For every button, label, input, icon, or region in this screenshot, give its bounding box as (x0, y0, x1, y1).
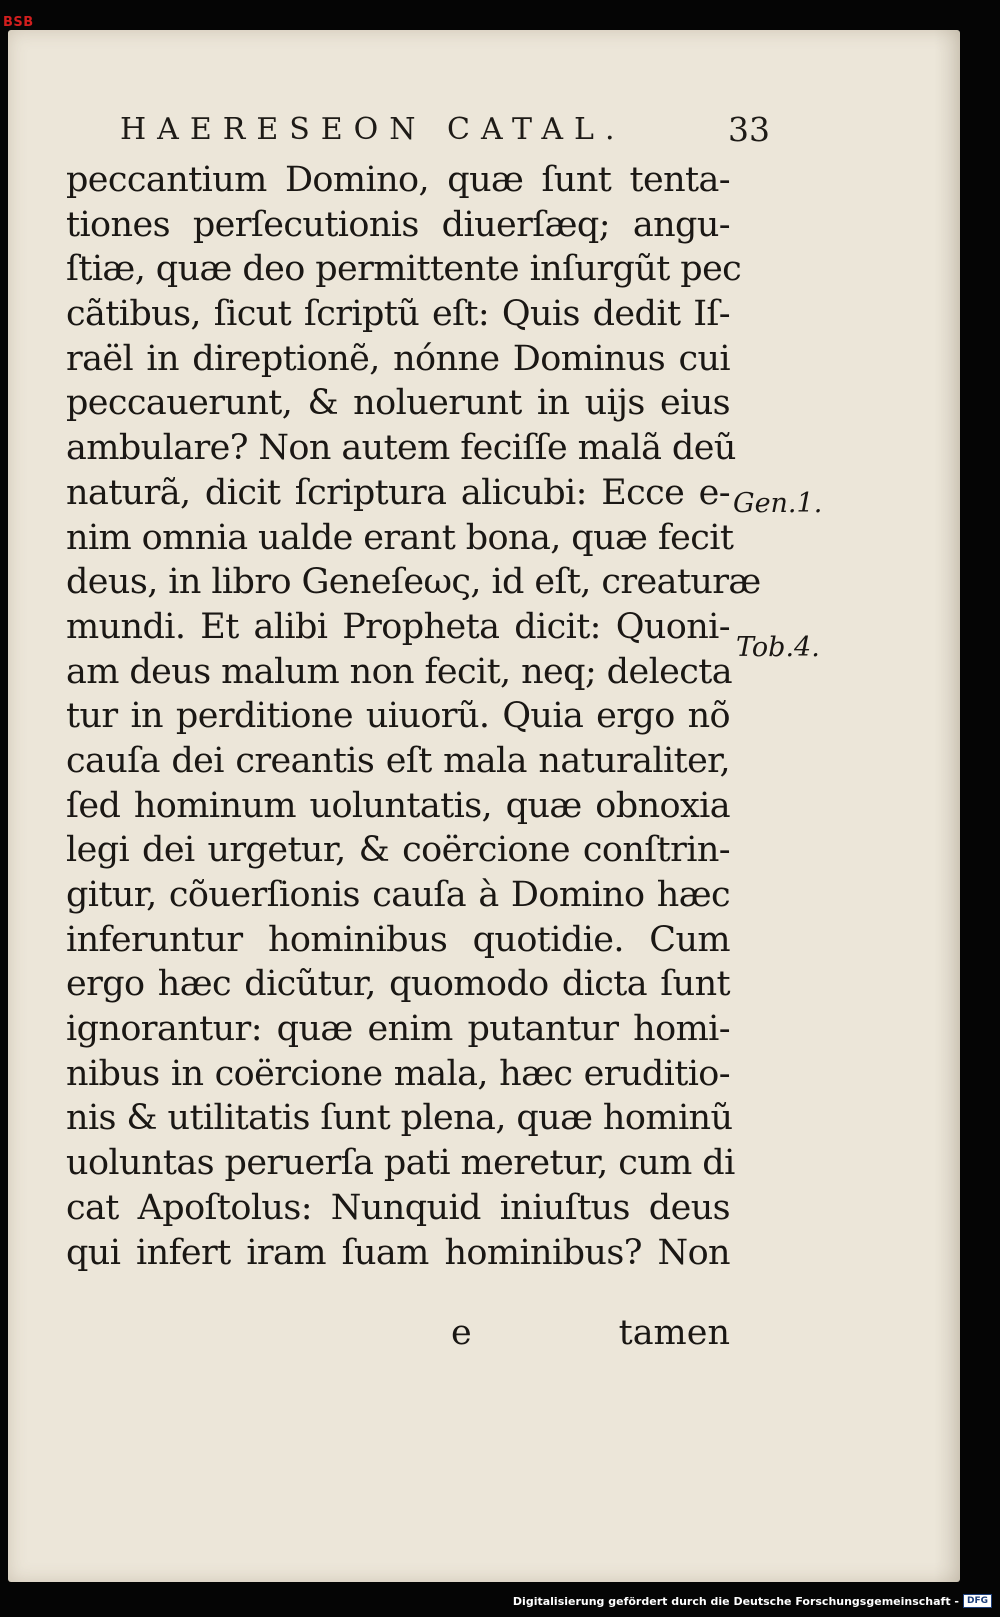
catchword-row (66, 1313, 730, 1359)
text-line: legi dei urgetur, & coërcione conſtrin- (66, 830, 730, 871)
text-line: peccantium Domino, quæ ſunt tenta- (66, 160, 730, 200)
text-line: cat Apoſtolus: Nunquid iniuſtus deus (66, 1187, 730, 1228)
body-text (66, 158, 761, 1275)
text-line: cauſa dei creantis eſt mala naturaliter, (66, 740, 730, 781)
folio-number: 33 (728, 110, 770, 149)
signature-mark: e (451, 1313, 472, 1353)
marginal-note-genesis: Gen.1. (733, 488, 823, 519)
text-line: raël in direptionẽ, nónne Dominus cui (66, 338, 730, 379)
text-line: deus, in libro Geneſeως, id eſt, creaturæ (66, 562, 761, 603)
text-line: am deus malum non fecit, neq; delecta (66, 651, 733, 692)
dfg-logo: DFG (963, 1594, 992, 1608)
marginal-note-tobit: Tob.4. (736, 632, 820, 663)
running-head (120, 108, 770, 154)
running-head-title: HAERESEON CATAL. (120, 112, 626, 147)
text-line: ignorantur: quæ enim putantur homi- (66, 1009, 730, 1050)
text-line: inferuntur hominibus quotidie. Cum (66, 919, 730, 960)
text-line: nibus in coërcione mala, hæc eruditio- (66, 1053, 730, 1094)
catchword: tamen (618, 1313, 730, 1353)
text-line: peccauerunt, & noluerunt in uijs eius (66, 383, 730, 424)
text-line: nis & utilitatis ſunt plena, quæ hominũ (66, 1098, 733, 1139)
text-line: tiones perſecutionis diuerſæq; angu- (66, 204, 730, 245)
book-page (8, 30, 960, 1582)
text-line: gitur, cõuerſionis cauſa à Domino hæc (66, 875, 730, 915)
text-line: ergo hæc dicũtur, quomodo dicta ſunt (66, 964, 730, 1005)
text-line: cãtibus, ſicut ſcriptũ eſt: Quis dedit Iſ- (66, 294, 730, 335)
text-line: ſed hominum uoluntatis, quæ obnoxia (66, 785, 730, 826)
text-line: nim omnia ualde erant bona, quæ fecit (66, 517, 734, 558)
library-mark: BSB (3, 15, 34, 30)
text-line: ambulare? Non autem feciſſe malã deũ (66, 428, 736, 469)
text-line: uoluntas peruerſa pati meretur, cum di (66, 1143, 735, 1184)
text-line: tur in perditione uiuorũ. Quia ergo nõ (66, 696, 730, 737)
credit-text: Digitalisierung gefördert durch die Deutsche Forschungsgemeinschaft - (512, 1594, 959, 1608)
text-line: mundi. Et alibi Propheta dicit: Quoni- (66, 606, 730, 647)
page-edge-shading (934, 30, 960, 1582)
text-line: ſtiæ, quæ deo permittente inſurgũt pec (66, 249, 742, 290)
text-line: naturã, dicit ſcriptura alicubi: Ecce e- (66, 472, 730, 513)
text-line: qui infert iram ſuam hominibus? Non (66, 1232, 730, 1273)
digitization-credit (513, 1594, 992, 1608)
